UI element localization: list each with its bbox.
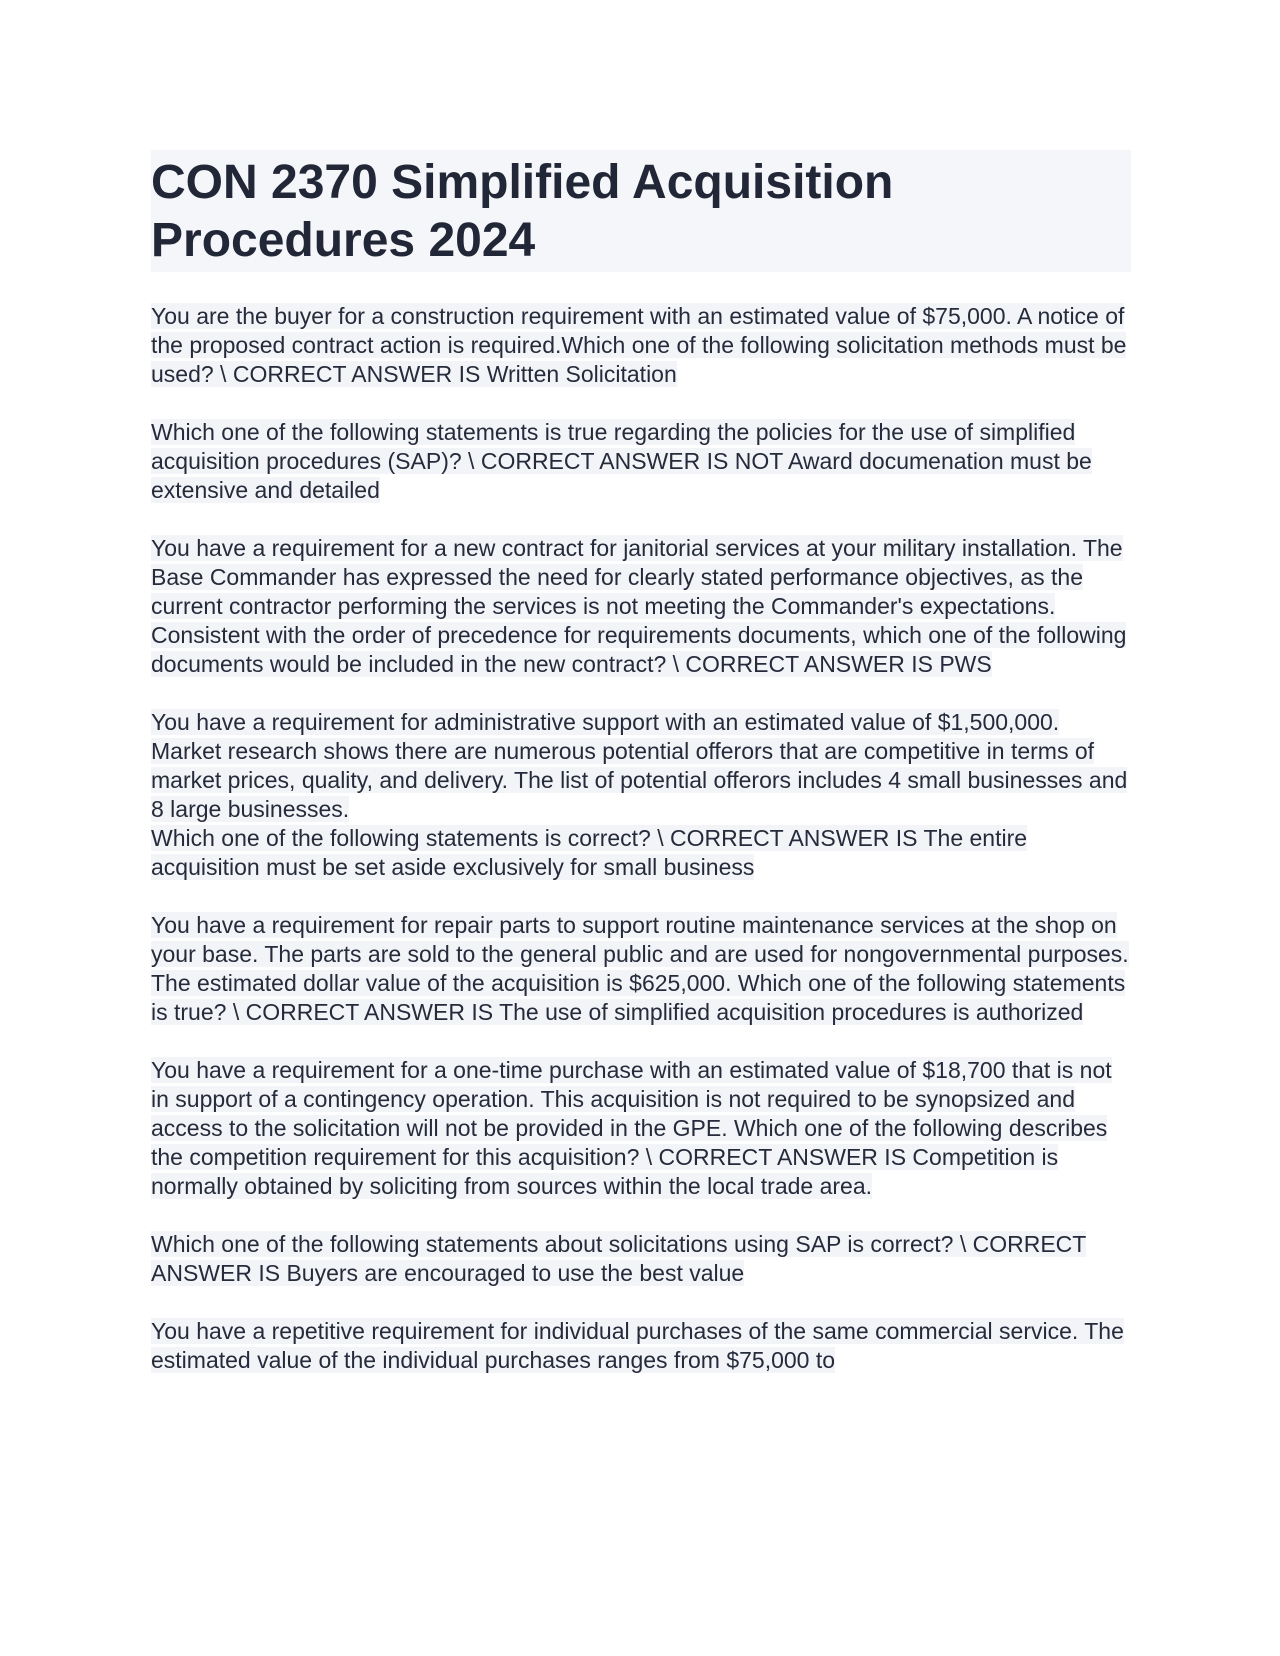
question-text: Consistent with the order of precedence for requirements documents, which one of the following documents would be included in the new contract? \ CORRECT ANSWER IS PWS (151, 622, 1127, 677)
question-text: You have a requirement for a one-time purchase with an estimated value of $18,700 that is not in support of a contingency operation. This acquisition is not required to be synopsized and access to the solicitation will not be provided in the GPE. Which one of the following describes the competition requirement for this acquisition? \ CORRECT ANSWER IS Competition is normally obtained by soliciting from sources within the local trade area. (151, 1057, 1112, 1199)
question-paragraph (151, 302, 1131, 389)
question-item (151, 1230, 1131, 1288)
question-paragraph (151, 1317, 1131, 1375)
question-text: Which one of the following statements is correct? \ CORRECT ANSWER IS The entire acquisition must be set aside exclusively for small business (151, 825, 1028, 880)
question-item (151, 302, 1131, 389)
question-item (151, 1056, 1131, 1201)
question-text: You have a requirement for administrative support with an estimated value of $1,500,000. Market research shows there are numerous potential offerors that are competitive in terms of market prices, quality, and delivery. The list of potential offerors includes 4 small businesses and 8 large businesses. (151, 709, 1128, 822)
question-paragraph (151, 1230, 1131, 1288)
document-page (151, 150, 1131, 1404)
question-text: You are the buyer for a construction requirement with an estimated value of $75,000. A notice of the proposed contract action is required.Which one of the following solicitation methods must be used? \ CORRECT ANSWER IS Written Solicitation (151, 303, 1127, 387)
question-text: Which one of the following statements about solicitations using SAP is correct? \ CORRECT ANSWER IS Buyers are encouraged to use the best value (151, 1231, 1087, 1286)
question-paragraph (151, 1056, 1131, 1201)
question-paragraph (151, 708, 1131, 824)
question-paragraph (151, 418, 1131, 505)
document-title: CON 2370 Simplified Acquisition Procedures 2024 (151, 150, 1131, 272)
question-item (151, 534, 1131, 679)
question-paragraph (151, 824, 1131, 882)
question-text: You have a requirement for repair parts to support routine maintenance services at the shop on your base. The parts are sold to the general public and are used for nongovernmental purposes. The estimated dollar value of the acquisition is $625,000. Which one of the following statements is true? \ CORRECT ANSWER IS The use of simplified acquisition procedures is authorized (151, 912, 1129, 1025)
question-paragraph (151, 534, 1131, 621)
question-text: You have a requirement for a new contract for janitorial services at your military installation. The Base Commander has expressed the need for clearly stated performance objectives, as the current contractor performing the services is not meeting the Commander's expectations. (151, 535, 1123, 619)
question-paragraph (151, 911, 1131, 1027)
question-item (151, 911, 1131, 1027)
question-item (151, 708, 1131, 882)
question-text: Which one of the following statements is true regarding the policies for the use of simplified acquisition procedures (SAP)? \ CORRECT ANSWER IS NOT Award documenation must be extensive and detailed (151, 419, 1092, 503)
question-item (151, 1317, 1131, 1375)
question-text: You have a repetitive requirement for individual purchases of the same commercial service. The estimated value of the individual purchases ranges from $75,000 to (151, 1318, 1124, 1373)
question-paragraph (151, 621, 1131, 679)
question-item (151, 418, 1131, 505)
